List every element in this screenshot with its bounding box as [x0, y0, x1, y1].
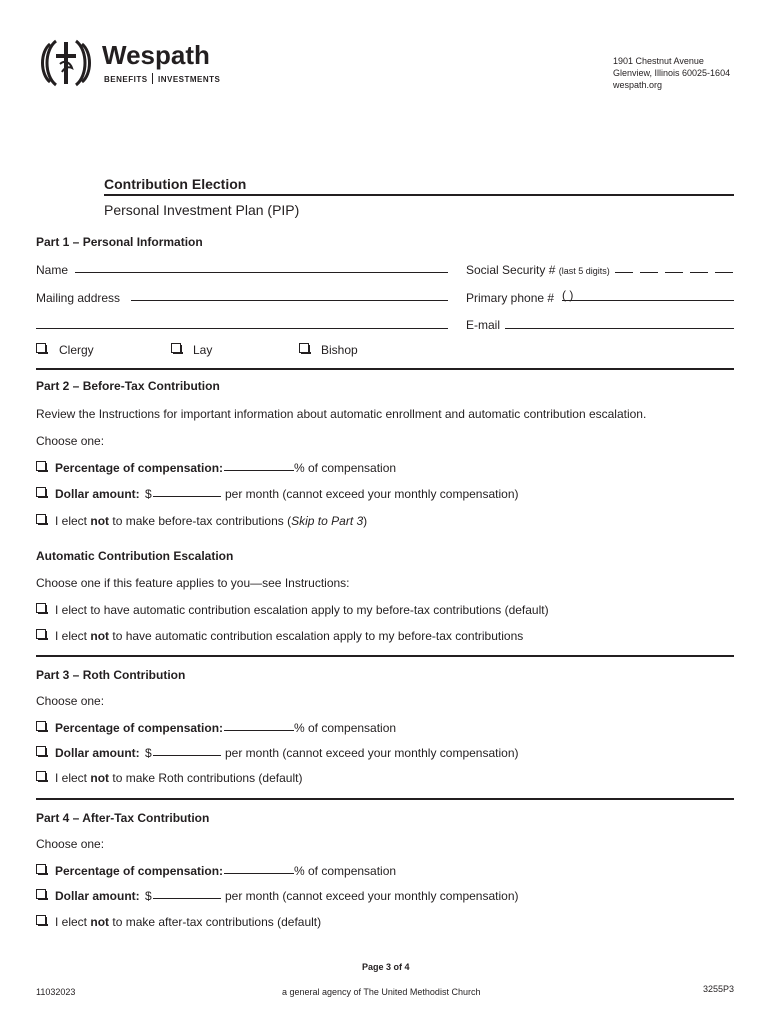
escalation-opt-out-prefix: I elect [55, 629, 88, 643]
part4-elect-not: not [90, 915, 110, 929]
part3-percentage-checkbox[interactable] [36, 721, 46, 731]
part3-elect-not: not [90, 771, 110, 785]
email-field[interactable] [505, 328, 734, 329]
logo-name: Wespath [102, 40, 210, 70]
part2-percentage-checkbox[interactable] [36, 461, 46, 471]
primary-phone-label: Primary phone # [466, 291, 555, 305]
ssn-digit-3[interactable] [665, 272, 683, 273]
part2-percentage-label: Percentage of compensation: [55, 461, 224, 475]
part4-elect-prefix: I elect [55, 915, 88, 929]
part2-percentage-field[interactable] [224, 470, 294, 471]
logo-tagline-divider [152, 73, 153, 84]
part2-dollar-field[interactable] [153, 496, 221, 497]
clergy-label: Clergy [59, 343, 94, 357]
email-label: E-mail [466, 318, 501, 332]
part3-dollar-suffix: per month (cannot exceed your monthly compensation) [225, 746, 519, 760]
address-line-1: 1901 Chestnut Avenue [613, 56, 704, 66]
part2-choose-one: Choose one: [36, 434, 105, 448]
mailing-address-label: Mailing address [36, 291, 121, 305]
wespath-logo-icon [36, 38, 96, 88]
phone-area-code[interactable]: ( ) [562, 288, 574, 302]
part4-elect-suffix: to make after-tax contributions (default) [112, 915, 322, 929]
part4-choose-one: Choose one: [36, 837, 105, 851]
part2-instructions: Review the Instructions for important information about automatic enrollment and automatic contribution escalation. [36, 407, 647, 421]
mailing-address-field[interactable] [131, 300, 448, 301]
part2-elect-close: ) [363, 514, 368, 528]
logo-tagline-investments: INVESTMENTS [158, 75, 221, 84]
part2-dollar-sign: $ [145, 487, 152, 501]
escalation-opt-in-checkbox[interactable] [36, 603, 46, 613]
wespath-logo [36, 38, 226, 88]
footer-code-right: 3255P3 [703, 984, 735, 994]
part2-skip-note: Skip to Part 3 [291, 514, 364, 528]
clergy-checkbox[interactable] [36, 343, 46, 353]
part2-elect-not-checkbox[interactable] [36, 514, 46, 524]
part2-elect-prefix: I elect [55, 514, 88, 528]
part4-percentage-field[interactable] [224, 873, 294, 874]
part2-elect-not-text [55, 514, 367, 528]
part3-elect-prefix: I elect [55, 771, 88, 785]
escalation-choose: Choose one if this feature applies to you—see Instructions: [36, 576, 350, 590]
part4-dollar-checkbox[interactable] [36, 889, 46, 899]
ssn-digit-5[interactable] [715, 272, 733, 273]
part3-elect-suffix: to make Roth contributions (default) [112, 771, 303, 785]
part3-rule [36, 798, 734, 800]
part4-dollar-label: Dollar amount: [55, 889, 140, 903]
ssn-field[interactable] [615, 272, 733, 273]
part2-dollar-checkbox[interactable] [36, 487, 46, 497]
part3-dollar-label: Dollar amount: [55, 746, 140, 760]
part4-percentage-label: Percentage of compensation: [55, 864, 224, 878]
part2-elect-not: not [90, 514, 110, 528]
part4-heading: Part 4 – After-Tax Contribution [36, 811, 210, 825]
part3-percentage-field[interactable] [224, 730, 294, 731]
name-label: Name [36, 263, 69, 277]
part4-percentage-checkbox[interactable] [36, 864, 46, 874]
ssn-digit-1[interactable] [615, 272, 633, 273]
title-rule [104, 194, 734, 196]
part2-rule [36, 655, 734, 657]
mailing-address-field-line-2[interactable] [36, 328, 448, 329]
part4-dollar-sign: $ [145, 889, 152, 903]
part4-dollar-suffix: per month (cannot exceed your monthly compensation) [225, 889, 519, 903]
address-line-2: Glenview, Illinois 60025-1604 [613, 68, 731, 78]
part3-dollar-field[interactable] [153, 755, 221, 756]
lay-label: Lay [193, 343, 213, 357]
escalation-opt-in-label: I elect to have automatic contribution escalation apply to my before-tax contributions (default) [55, 603, 549, 617]
part3-choose-one: Choose one: [36, 694, 105, 708]
ssn-digit-4[interactable] [690, 272, 708, 273]
escalation-opt-out-not: not [90, 629, 110, 643]
part1-heading: Part 1 – Personal Information [36, 235, 203, 249]
form-subtitle: Personal Investment Plan (PIP) [104, 202, 300, 218]
ssn-note: (last 5 digits) [558, 266, 610, 276]
part2-dollar-suffix: per month (cannot exceed your monthly compensation) [225, 487, 519, 501]
ssn-label-text: Social Security # [466, 263, 556, 277]
footer-agency: a general agency of The United Methodist Church [282, 987, 481, 997]
part3-dollar-sign: $ [145, 746, 152, 760]
part4-elect-not-checkbox[interactable] [36, 915, 46, 925]
escalation-opt-out-label [55, 629, 523, 643]
bishop-label: Bishop [321, 343, 358, 357]
bishop-checkbox[interactable] [299, 343, 309, 353]
part3-percentage-label: Percentage of compensation: [55, 721, 224, 735]
escalation-heading: Automatic Contribution Escalation [36, 549, 234, 563]
part1-rule [36, 368, 734, 370]
name-field[interactable] [75, 272, 448, 273]
part2-dollar-label: Dollar amount: [55, 487, 140, 501]
lay-checkbox[interactable] [171, 343, 181, 353]
part4-percentage-suffix: % of compensation [294, 864, 397, 878]
footer-code-left: 11032023 [36, 987, 76, 997]
part2-heading: Part 2 – Before-Tax Contribution [36, 379, 220, 393]
part4-elect-not-text [55, 915, 321, 929]
part3-elect-not-text [55, 771, 302, 785]
part4-dollar-field[interactable] [153, 898, 221, 899]
address-line-3: wespath.org [613, 80, 663, 90]
escalation-opt-out-suffix: to have automatic contribution escalation apply to my before-tax contributions [112, 629, 524, 643]
part3-dollar-checkbox[interactable] [36, 746, 46, 756]
part2-elect-suffix: to make before-tax contributions ( [112, 514, 292, 528]
form-title: Contribution Election [104, 176, 247, 192]
primary-phone-field[interactable] [562, 300, 734, 301]
part2-percentage-suffix: % of compensation [294, 461, 397, 475]
escalation-opt-out-checkbox[interactable] [36, 629, 46, 639]
ssn-digit-2[interactable] [640, 272, 658, 273]
page-number: Page 3 of 4 [362, 962, 410, 972]
logo-tagline-benefits: BENEFITS [104, 75, 148, 84]
part3-percentage-suffix: % of compensation [294, 721, 397, 735]
part3-heading: Part 3 – Roth Contribution [36, 668, 186, 682]
ssn-label [466, 263, 610, 278]
part3-elect-not-checkbox[interactable] [36, 771, 46, 781]
